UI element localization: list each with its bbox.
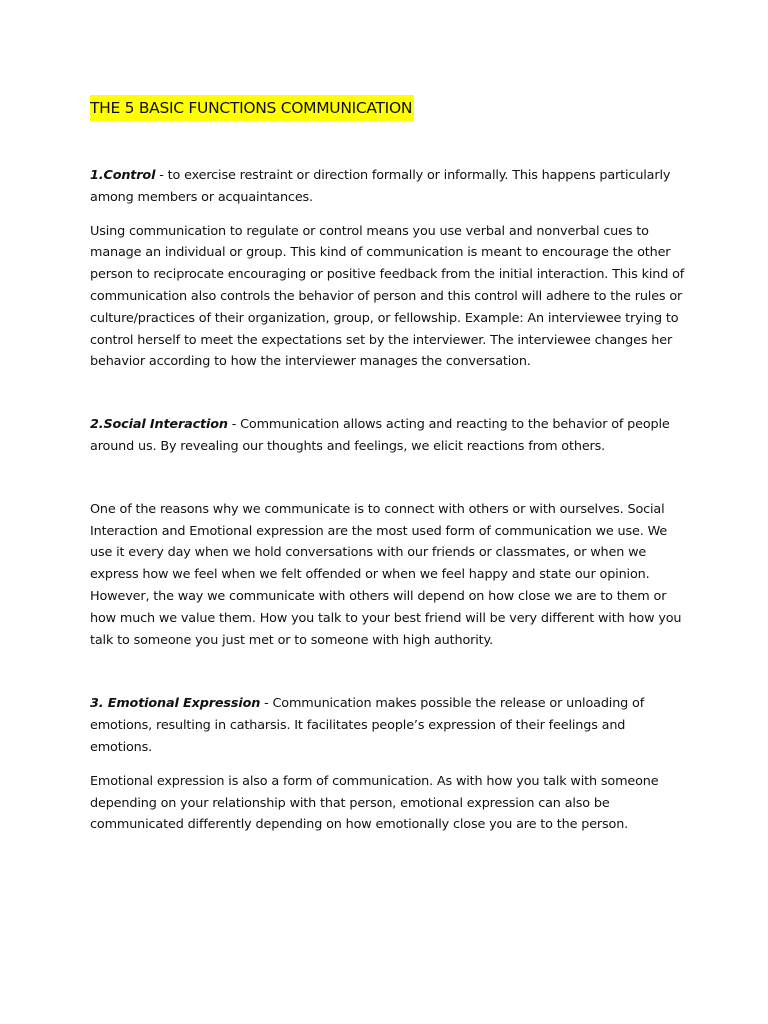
section-intro-control <box>90 165 685 209</box>
section-intro-text-emotional-expression: - Communication makes possible the release or unloading of emotions, resulting in catharsis. It facilitates people’s expression of their feelings and emotions. <box>90 696 645 755</box>
document-page <box>90 95 685 836</box>
section-heading-social-interaction: 2.Social Interaction <box>90 417 228 433</box>
section-body-emotional-expression: Emotional expression is also a form of communication. As with how you talk with someone depending on your relationship with that person, emotional expression can also be communicated differently depending on how emotionally close you are to the person. <box>90 773 659 833</box>
section-heading-emotional-expression: 3. Emotional Expression <box>90 696 261 712</box>
section-intro-social-interaction <box>90 414 685 458</box>
section-intro-text-social-interaction: - Communication allows acting and reacting to the behavior of people around us. By revealing our thoughts and feelings, we elicit reactions from others. <box>90 417 670 454</box>
document-title: THE 5 BASIC FUNCTIONS COMMUNICATION <box>90 95 414 121</box>
section-intro-emotional-expression <box>90 693 685 758</box>
section-heading-control: 1.Control <box>90 168 156 183</box>
section-intro-text-control: - to exercise restraint or direction formally or informally. This happens particularly among members or acquaintances. <box>90 168 671 205</box>
section-body-control: Using communication to regulate or control means you use verbal and nonverbal cues to manage an individual or group. This kind of communication is meant to encourage the other person to reciprocate encouraging or positive feedback from the initial interaction. This kind of communication also controls the behavior of person and this control will adhere to the rules or culture/practices of their organization, group, or fellowship. Example: An interviewee trying to control herself to meet the expectations set by the interviewer. The interviewee changes her behavior according to how the interviewer manages the conversation. <box>90 223 685 370</box>
section-body-social-interaction: One of the reasons why we communicate is to connect with others or with ourselves. Social Interaction and Emotional expression are the most used form of communication we use. We use it every day when we hold conversations with our friends or classmates, or when we express how we feel when we felt offended or when we feel happy and state our opinion. However, the way we communicate with others will depend on how close we are to them or how much we value them. How you talk to your best friend will be very different with how you talk to someone you just met or to someone with high authority. <box>90 501 682 648</box>
